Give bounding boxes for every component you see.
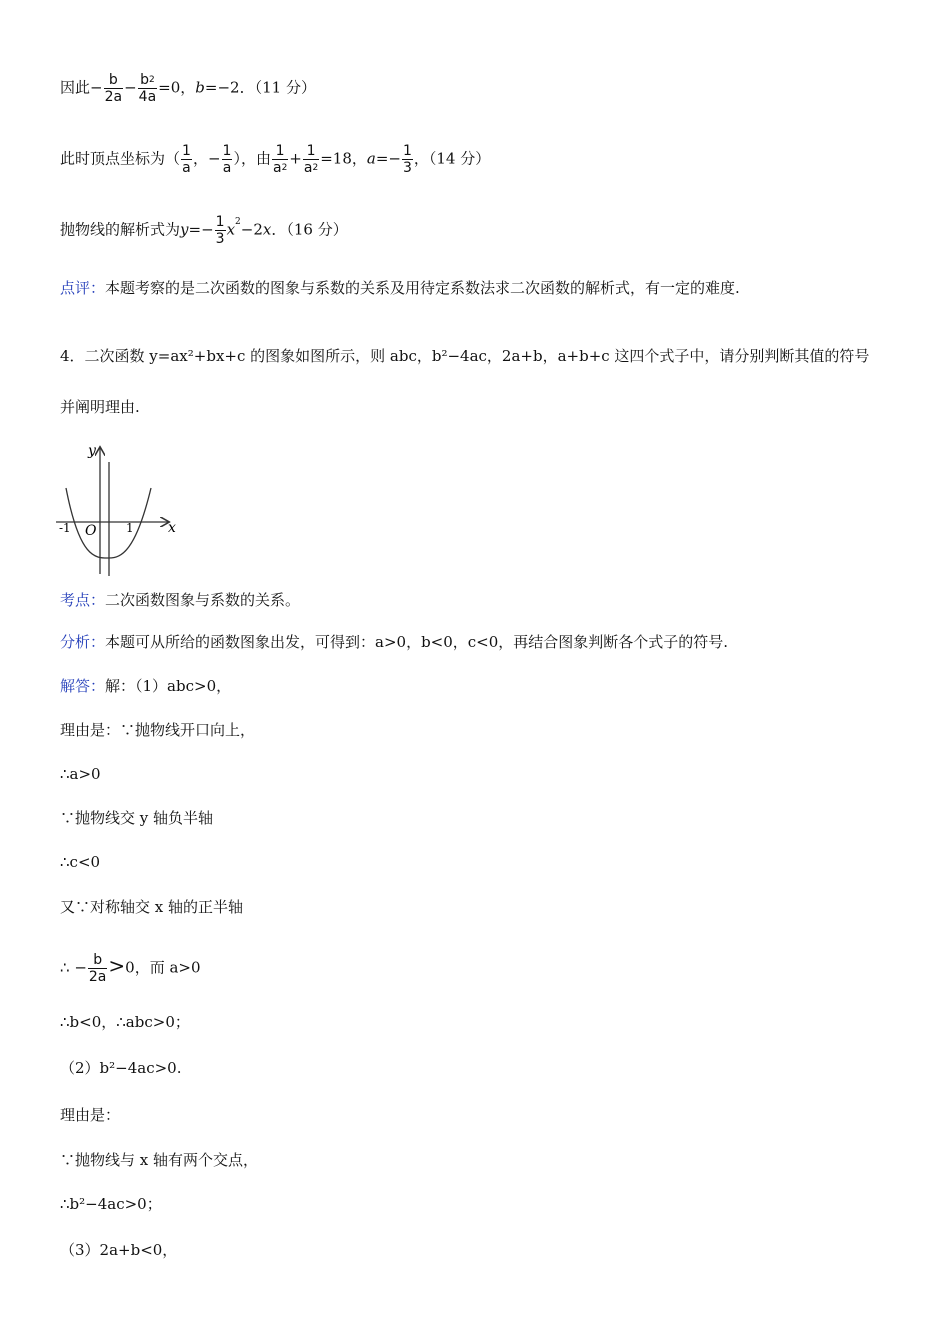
frac-den: a [182,160,191,176]
frac-num-base: b [140,72,149,88]
fraction-b-over-2a [88,952,108,985]
question-text: 4．二次函数 y=ax²+bx+c 的图象如图所示，则 abc，b²−4ac，2a+b，a+b+c 这四个式子中，请分别判断其值的符号 [60,347,870,365]
fraction-b-over-2a [104,72,124,105]
frac-num: b [88,952,108,969]
fraction-1-over-3 [402,143,413,176]
var-a: a [366,149,376,168]
x-axis-label: x [168,520,176,536]
text-eq-minus: =− [188,220,214,239]
step-line [60,1240,177,1260]
question-text: 并阐明理由. [60,398,140,416]
fenxi-text: 本题可从所给的函数图象出发，可得到：a>0，b<0，c<0，再结合图象判断各个式子的符号. [105,633,729,651]
fenxi-label: 分析： [60,633,106,651]
text-eq18: =18， [320,149,367,168]
step-line [60,852,100,872]
text-prefix: 抛物线的解析式为 [60,220,181,239]
frac-den-sup: 2 [281,163,288,173]
step-line [60,1150,258,1170]
var-x: x [262,220,272,239]
text-close: ），由 [233,149,271,168]
step-line [60,1058,182,1078]
frac-den [303,160,319,176]
step-line [60,897,243,917]
solution-line-vertex: 此时顶点坐标为（ $\frac{1}{a}$ ，− $\frac{1}{a}$ ），由 $\frac{1}{a^2}$ + $\frac{1}{a^2}$ =18，a=− $\frac{1}{3}$ ，（14 分） [60,143,491,176]
step-text: （2）b²−4ac>0. [60,1059,182,1077]
var-x: x [226,220,236,239]
step-prefix: ∴ [60,958,70,977]
text-score: ，（14 分） [413,149,491,168]
var-y: y [180,220,189,239]
tick-label-one: 1 [126,521,134,535]
text-comma: ， [192,149,208,168]
step-text: 又∵对称轴交 x 轴的正半轴 [60,898,243,916]
text-b-value: =−2．（11 分） [204,78,316,97]
frac-den: 3 [215,231,225,247]
step-line [60,808,213,828]
var-b: b [195,78,205,97]
frac-num: b [104,72,124,89]
step-text: ∵抛物线与 x 轴有两个交点， [60,1151,258,1169]
frac-num: 1 [402,143,412,159]
frac-den [272,160,288,176]
frac-num: 1 [222,143,232,159]
kaodian-line [60,590,300,610]
text-eq-minus: =− [375,149,401,168]
question4-line2 [60,397,140,417]
step-text: ∴c<0 [60,853,101,871]
fraction-1-over-a2 [272,143,288,176]
step-line [60,764,101,784]
frac-den-base: a [272,160,282,176]
frac-num: 1 [182,143,191,159]
frac-num: 1 [303,143,319,160]
comment-label: 点评： [60,279,106,297]
parabola-graph [56,440,181,578]
kaodian-text: 二次函数图象与系数的关系。 [105,591,301,609]
frac-den: 2a [104,89,123,105]
kaodian-label: 考点： [60,591,106,609]
comment-text: 本题考察的是二次函数的图象与系数的关系及用待定系数法求二次函数的解析式，有一定的难度. [105,279,740,297]
text-score: ．（16 分） [271,220,348,239]
step-text: （3）2a+b<0， [60,1241,178,1259]
step-text: 理由是： [60,1106,121,1124]
origin-label: O [85,523,97,539]
step-text: ∴b<0，∴abc>0； [60,1013,190,1031]
y-axis-label: y [88,443,96,459]
step-line [60,720,255,740]
step-line-fraction: ∴ − $\frac{b}{2a}$ >0，而 a>0 [60,952,201,985]
step-text: ∵抛物线交 y 轴负半轴 [60,809,214,827]
sup-2: 2 [235,217,241,227]
frac-num [138,72,158,89]
tick-label-minus-one: -1 [59,521,71,535]
frac-num: 1 [215,214,225,230]
frac-den: 4a [138,89,157,105]
frac-den: 2a [88,969,107,985]
fraction-1-over-a2 [303,143,319,176]
text-eq: =0， [158,78,196,97]
fraction-1-over-3 [215,214,226,247]
question4-line1 [60,346,869,366]
step-line [60,1012,190,1032]
jieda-text: 解：（1）abc>0， [105,677,232,695]
step-line [60,1105,120,1125]
text-plus: + [289,149,302,168]
frac-den-base: a [303,160,313,176]
fraction-1-over-a [181,143,192,176]
jieda-label: 解答： [60,677,106,695]
text-prefix: 此时顶点坐标为（ [60,149,181,168]
fraction-b2-over-4a [138,72,158,105]
frac-num-sup: 2 [149,75,155,85]
comment-line [60,278,740,298]
fraction-1-over-a [222,143,233,176]
frac-den: a [222,160,232,176]
frac-den: 3 [402,160,412,176]
solution-line-expression [60,214,348,247]
step-text: ∴b²−4ac>0； [60,1195,162,1213]
frac-num: 1 [272,143,288,160]
step-line [60,1194,162,1214]
text-minus2: −2 [240,220,263,239]
solution-line-b-value: 因此− $\frac{b}{2a}$ − $\frac{b^2}{4a}$ =0，b=−2．（11 分） [60,72,316,105]
step-text: ∴a>0 [60,765,101,783]
fenxi-line [60,632,728,652]
step-text: 理由是：∵抛物线开口向上， [60,721,256,739]
jieda-line [60,676,231,696]
step-suffix: 0，而 a>0 [125,958,201,977]
text-prefix: 因此 [60,78,91,97]
frac-den-sup: 2 [312,163,319,173]
